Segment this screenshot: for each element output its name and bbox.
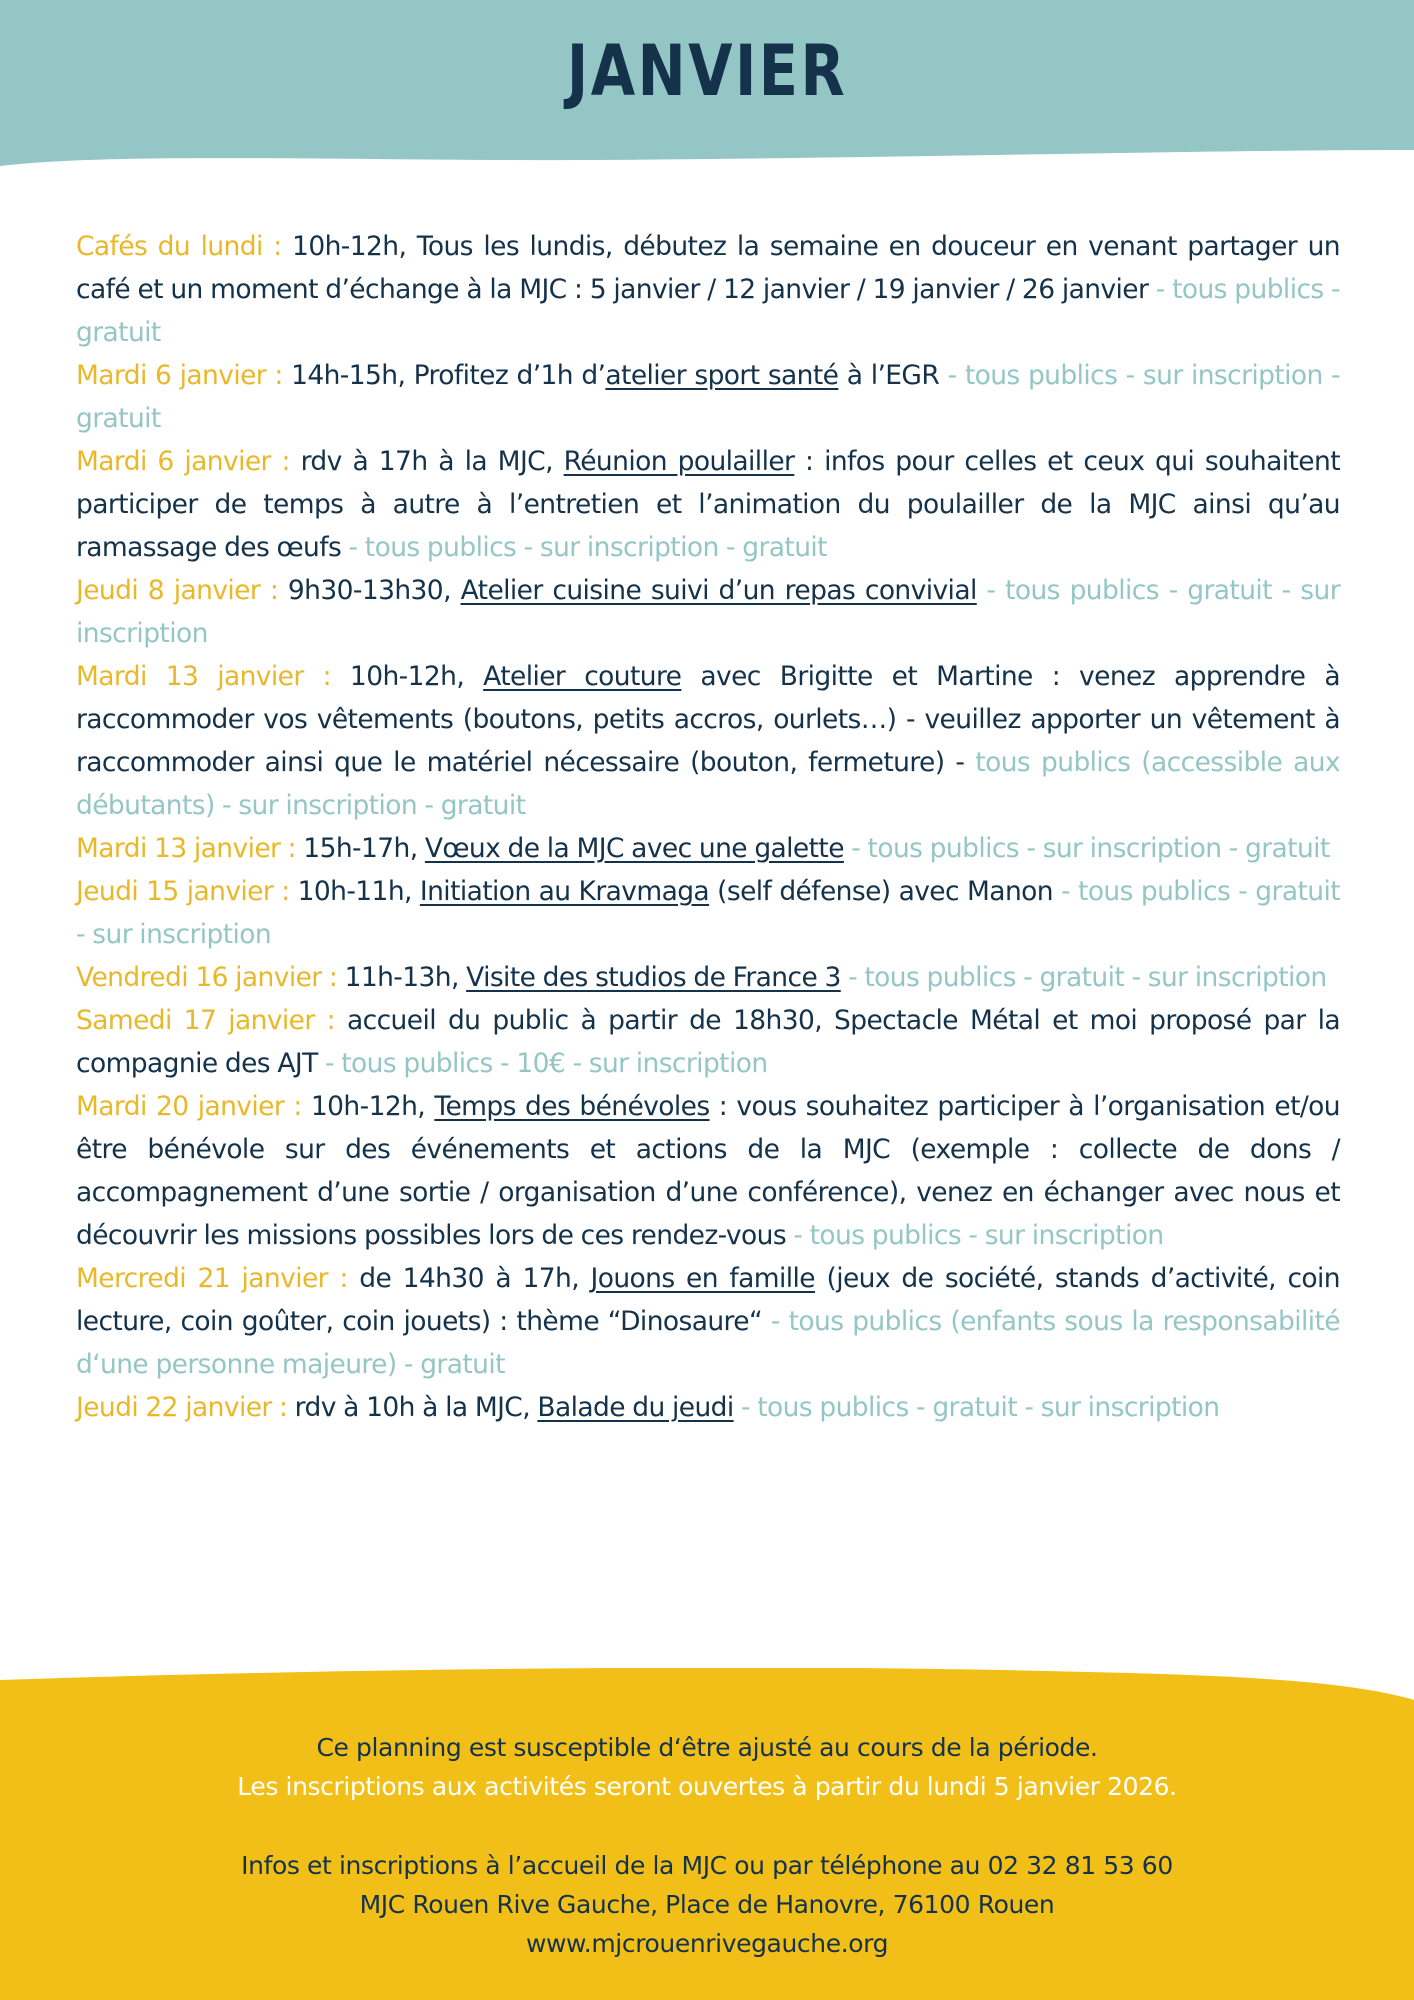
event-activity-link[interactable]: atelier sport santé [605, 360, 839, 391]
event-date: Jeudi 22 janvier : [76, 1392, 288, 1423]
event-date: Samedi 17 janvier : [76, 1005, 335, 1036]
event-activity-link[interactable]: Atelier cuisine suivi d’un repas convivial [460, 575, 977, 606]
event-description: 10h-12h, [330, 661, 484, 692]
event-date: Mardi 6 janvier : [76, 446, 290, 477]
event-item [76, 999, 1340, 1085]
event-description-continued: à l’EGR [838, 360, 940, 391]
footer-text [0, 1728, 1414, 1963]
event-item [76, 870, 1340, 956]
event-description: 14h-15h, Profitez d’1h d’ [282, 360, 606, 391]
event-description-continued: : infos pour celles et ceux qui souhaitent participer de temps à autre à l’entretien et l’animation du poulailler de la MJC ainsi qu’au ramassage des œufs [76, 446, 1340, 563]
event-description-continued: : vous souhaitez participer à l’organisation et/ou être bénévole sur des événements et actions de la MJC (exemple : collecte de dons / accompagnement d’une sortie / organisation d’une conférence), venez en échanger avec nous et découvrir les missions possibles lors de ces rendez-vous [76, 1091, 1340, 1251]
event-item [76, 1085, 1340, 1257]
event-description: rdv à 17h à la MJC, [289, 446, 564, 477]
event-details: - tous publics - 10€ - sur inscription [317, 1048, 768, 1079]
event-list [76, 225, 1340, 1429]
footer-registration: Les inscriptions aux activités seront ouvertes à partir du lundi 5 janvier 2026. [237, 1772, 1177, 1801]
event-description: 10h-12h, Tous les lundis, débutez la semaine en douceur en venant partager un café et un moment d’échange à la MJC : 5 janvier / 12 janvier / 19 janvier / 26 janvier [76, 231, 1340, 305]
event-details: - tous publics - sur inscription [786, 1220, 1164, 1251]
event-date: Mardi 13 janvier : [76, 833, 296, 864]
event-item [76, 569, 1340, 655]
event-description: 9h30-13h30, [278, 575, 461, 606]
event-description: de 14h30 à 17h, [347, 1263, 591, 1294]
event-date: Mardi 13 janvier : [76, 661, 331, 692]
event-details: - tous publics - sur inscription - gratuit [76, 360, 1341, 434]
event-details: - tous publics - sur inscription - gratuit [341, 532, 827, 563]
event-description: accueil du public à partir de 18h30, Spectacle Métal et moi proposé par la compagnie des AJT [76, 1005, 1340, 1079]
header-banner [0, 0, 1414, 170]
event-item [76, 655, 1340, 827]
event-details: - tous publics - gratuit - sur inscription [76, 876, 1340, 950]
event-activity-link[interactable]: Jouons en famille [590, 1263, 815, 1294]
event-description: 10h-11h, [289, 876, 420, 907]
event-details: - tous publics - gratuit - sur inscription [76, 575, 1340, 649]
event-description: 10h-12h, [301, 1091, 435, 1122]
event-details: - tous publics - gratuit [76, 274, 1340, 348]
event-description: rdv à 10h à la MJC, [287, 1392, 538, 1423]
event-item [76, 827, 1340, 870]
footer-banner [0, 1668, 1414, 2000]
event-description: 15h-17h, [295, 833, 425, 864]
event-date: Jeudi 8 janvier : [76, 575, 279, 606]
page-title: JANVIER [566, 30, 848, 112]
event-item [76, 225, 1340, 354]
event-details: - tous publics - gratuit - sur inscription [840, 962, 1327, 993]
event-date: Cafés du lundi : [76, 231, 282, 262]
event-activity-link[interactable]: Initiation au Kravmaga [419, 876, 710, 907]
event-description-continued: avec Brigitte et Martine : venez apprendre à raccommoder vos vêtements (boutons, petits accros, ourlets…) - veuillez apporter un vêtement à raccommoder ainsi que le matériel nécessaire (bouton, fermeture) - [76, 661, 1340, 778]
event-date: Mercredi 21 janvier : [76, 1263, 348, 1294]
event-activity-link[interactable]: Visite des studios de France 3 [466, 962, 841, 993]
event-item [76, 440, 1340, 569]
event-activity-link[interactable]: Réunion poulailler [563, 446, 795, 477]
event-item [76, 1257, 1340, 1386]
event-item [76, 1386, 1340, 1429]
event-date: Mardi 6 janvier : [76, 360, 283, 391]
event-activity-link[interactable]: Temps des bénévoles [434, 1091, 710, 1122]
event-activity-link[interactable]: Vœux de la MJC avec une galette [424, 833, 844, 864]
event-details: tous publics (accessible aux débutants) - sur inscription - gratuit [76, 747, 1341, 821]
event-description: 11h-13h, [337, 962, 467, 993]
event-item [76, 354, 1340, 440]
footer-website-link[interactable]: www.mjcrouenrivegauche.org [525, 1929, 889, 1958]
event-item [76, 956, 1340, 999]
footer-notice: Ce planning est susceptible d‘être ajusté au cours de la période. [316, 1733, 1098, 1762]
event-details: - tous publics (enfants sous la responsabilité d‘une personne majeure) - gratuit [76, 1306, 1340, 1380]
event-activity-link[interactable]: Balade du jeudi [537, 1392, 734, 1423]
event-details: - tous publics - gratuit - sur inscription [733, 1392, 1220, 1423]
event-details: - tous publics - sur inscription - gratuit [843, 833, 1330, 864]
event-date: Vendredi 16 janvier : [76, 962, 338, 993]
event-description-continued: (jeux de société, stands d’activité, coin lecture, coin goûter, coin jouets) : thème “Dinosaure“ [76, 1263, 1340, 1337]
event-activity-link[interactable]: Atelier couture [483, 661, 682, 692]
event-date: Mardi 20 janvier : [76, 1091, 302, 1122]
footer-contact-info: Infos et inscriptions à l’accueil de la MJC ou par téléphone au 02 32 81 53 60 [241, 1851, 1173, 1880]
footer-address: MJC Rouen Rive Gauche, Place de Hanovre, 76100 Rouen [359, 1890, 1055, 1919]
event-description-continued: (self défense) avec Manon [709, 876, 1053, 907]
event-date: Jeudi 15 janvier : [76, 876, 290, 907]
